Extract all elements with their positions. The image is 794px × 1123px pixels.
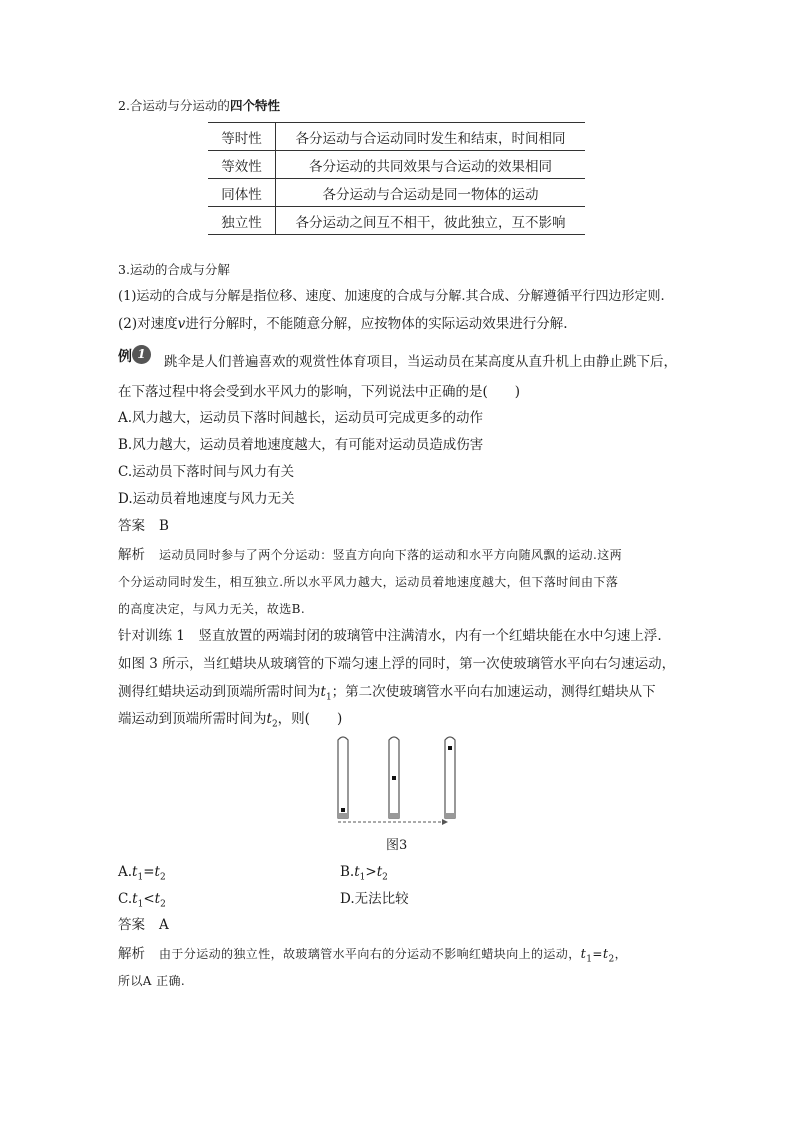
training-option-a: $A.t_1=t_2$ bbox=[118, 864, 166, 883]
answer-value: B bbox=[159, 518, 169, 534]
glass-tubes-diagram bbox=[330, 734, 470, 826]
example-number-badge: 1 bbox=[132, 345, 151, 364]
wax-block-3 bbox=[448, 746, 452, 750]
motion-arrow-head bbox=[442, 819, 448, 825]
example-option-a: A.风力越大，运动员下落时间越长，运动员可完成更多的动作 bbox=[118, 410, 484, 426]
figure-caption: 图3 bbox=[386, 838, 408, 853]
training-solution-line-2: 所以A 正确. bbox=[118, 974, 186, 988]
example-option-d: D.运动员着地速度与风力无关 bbox=[118, 491, 295, 507]
tube-2-base bbox=[389, 813, 399, 818]
training-stem-line-3: 测得红蜡块运动到顶端所需时间为$t_1$；第二次使玻璃管水平向右加速运动，测得红蜡块从下 bbox=[118, 684, 656, 703]
trait-desc: 各分运动之间互不相干，彼此独立，互不影响 bbox=[276, 207, 586, 235]
trait-name: 等效性 bbox=[208, 151, 276, 179]
example-stem-line-1: 跳伞是人们普遍喜欢的观赏性体育项目，当运动员在某高度从直升机上由静止跳下后， bbox=[164, 354, 677, 370]
section-3-para-2: (2)对速度v进行分解时，不能随意分解，应按物体的实际运动效果进行分解. bbox=[118, 316, 568, 332]
traits-table bbox=[208, 122, 585, 235]
tube-1 bbox=[338, 737, 348, 818]
table-row bbox=[208, 179, 585, 207]
example-solution-line-3: 的高度决定，与风力无关，故选B. bbox=[118, 602, 306, 616]
trait-desc: 各分运动的共同效果与合运动的效果相同 bbox=[276, 151, 586, 179]
example-answer bbox=[118, 516, 169, 536]
training-stem-line-2: 如图 3 所示，当红蜡块从玻璃管的下端匀速上浮的同时，第一次使玻璃管水平向右匀速运动， bbox=[118, 656, 676, 672]
tube-1-base bbox=[338, 813, 348, 818]
training-option-c: $C.t_1<t_2$ bbox=[118, 891, 166, 910]
trait-name: 同体性 bbox=[208, 179, 276, 207]
table-row bbox=[208, 151, 585, 179]
training-answer bbox=[118, 915, 169, 935]
trait-desc: 各分运动与合运动是同一物体的运动 bbox=[276, 179, 586, 207]
example-label: 例 bbox=[118, 349, 132, 365]
section-2-heading: 2.合运动与分运动的四个特性 bbox=[118, 98, 280, 113]
answer-value: A bbox=[159, 917, 169, 933]
trait-desc: 各分运动与合运动同时发生和结束，时间相同 bbox=[276, 123, 586, 151]
table-row bbox=[208, 123, 585, 151]
training-option-b: $B.t_1>t_2$ bbox=[340, 864, 388, 883]
trait-name: 独立性 bbox=[208, 207, 276, 235]
tube-3-base bbox=[445, 813, 455, 818]
training-option-d: D.无法比较 bbox=[340, 891, 409, 907]
example-option-b: B.风力越大，运动员着地速度越大，有可能对运动员造成伤害 bbox=[118, 437, 484, 453]
training-stem-line-4: 端运动到顶端所需时间为$t_2$，则( ) bbox=[118, 711, 343, 730]
wax-block-1 bbox=[341, 808, 345, 812]
section-2-heading-bold: 四个特性 bbox=[229, 98, 280, 113]
solution-label: 解析 bbox=[118, 946, 145, 962]
answer-label: 答案 bbox=[118, 518, 145, 534]
training-stem-line-1: 针对训练 1 竖直放置的两端封闭的玻璃管中注满清水，内有一个红蜡块能在水中匀速上浮. bbox=[118, 628, 662, 644]
answer-label: 答案 bbox=[118, 917, 145, 933]
example-option-c: C.运动员下落时间与风力有关 bbox=[118, 464, 295, 480]
training-solution-line-1: 解析 由于分运动的独立性，故玻璃管水平向右的分运动不影响红蜡块向上的运动，$t_1=t_2$， bbox=[118, 946, 628, 965]
section-3-heading: 3.运动的合成与分解 bbox=[118, 262, 230, 277]
solution-label: 解析 bbox=[118, 547, 145, 563]
table-row bbox=[208, 207, 585, 235]
section-3-para-1: (1)运动的合成与分解是指位移、速度、加速度的合成与分解.其合成、分解遵循平行四边形定则. bbox=[118, 289, 665, 304]
figure-glass-tubes bbox=[330, 734, 470, 830]
example-solution-line-1: 解析 运动员同时参与了两个分运动：竖直方向向下落的运动和水平方向随风飘的运动.这两 bbox=[118, 547, 623, 563]
wax-block-2 bbox=[392, 776, 396, 780]
trait-name: 等时性 bbox=[208, 123, 276, 151]
example-solution-line-2: 个分运动同时发生，相互独立.所以水平风力越大，运动员着地速度越大，但下落时间由下落 bbox=[118, 575, 619, 589]
example-stem-line-2: 在下落过程中将会受到水平风力的影响，下列说法中正确的是( ) bbox=[118, 384, 521, 400]
